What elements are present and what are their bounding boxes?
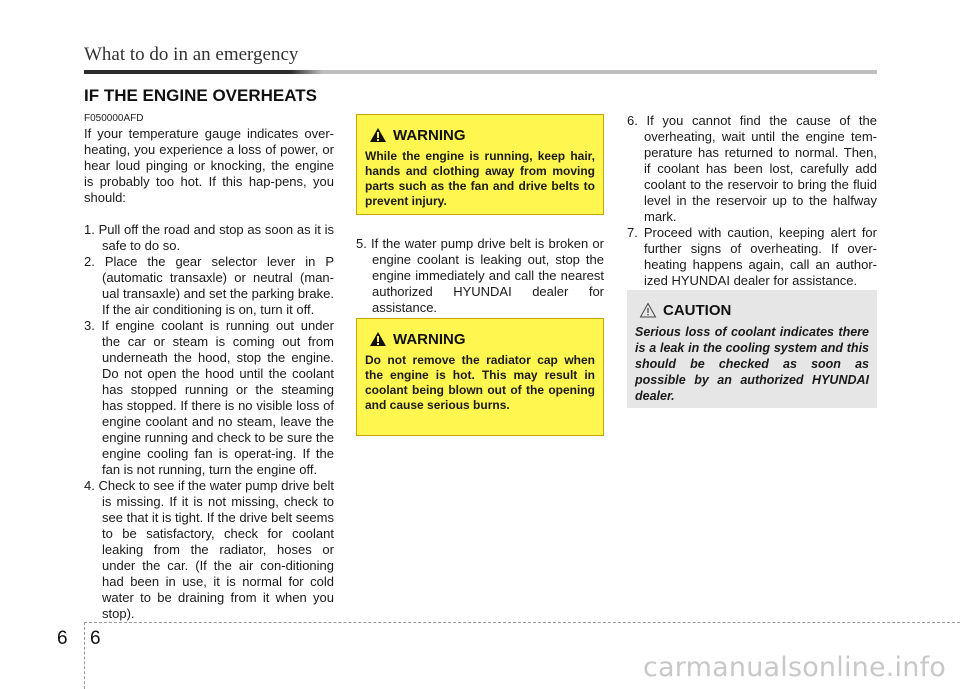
caution-title: CAUTION (663, 301, 732, 319)
watermark: carmanualsonline.info (643, 652, 946, 683)
step-item: 3. If engine coolant is running out under the car or steam is coming out from underneath the hood, stop the engine. Do not open the hood until the coolant has stopped running or the steaming has stopped. If there is no visible loss of engine coolant and no steam, leave the engine running and check to be sure the engine cooling fan is operat-ing. If the fan is not running, turn the engine off. (84, 318, 335, 477)
footer-rule (84, 622, 960, 623)
page-number: 6 (90, 628, 101, 649)
warning-title: WARNING (393, 126, 466, 144)
warning-box-radiator (356, 318, 604, 436)
warning-text: Do not remove the radiator cap when the engine is hot. This may result in coolant being blown out of the opening and cause serious burns. (365, 353, 595, 412)
steps-list-3 (627, 113, 877, 289)
warning-title: WARNING (393, 330, 466, 348)
steps-list-2 (356, 236, 604, 316)
warning-triangle-icon (369, 127, 387, 143)
section-title: IF THE ENGINE OVERHEATS (84, 86, 317, 105)
column-1 (84, 126, 334, 622)
caution-text: Serious loss of coolant indicates there is a leak in the cooling system and this should be checked as soon as possible by an authorized HYUNDAI dealer. (635, 325, 869, 403)
chapter-title: What to do in an emergency (84, 44, 299, 65)
step-item: 1. Pull off the road and stop as soon as it is safe to do so. (84, 222, 334, 253)
caution-triangle-icon (639, 302, 657, 318)
header-rule (84, 70, 877, 74)
step-item: 4. Check to see if the water pump drive belt is missing. If it is not missing, check to see that it is tight. If the drive belt seems to be satisfactory, check for coolant leaking from the radiator, hoses or under the car. (If the air con-ditioning had been in use, it is normal for cold water to be draining from it when you stop). (84, 478, 335, 621)
footer-divider (84, 622, 85, 689)
section-code: F050000AFD (84, 113, 144, 124)
step-item: 2. Place the gear selector lever in P (automatic transaxle) or neutral (man-ual transaxle) and set the parking brake. If the air conditioning is on, turn it off. (84, 254, 334, 317)
step-item: 7. Proceed with caution, keeping alert for further signs of overheating. If over-heating happens again, call an author-ized HYUNDAI dealer for assistance. (627, 225, 877, 288)
warning-triangle-icon (369, 331, 387, 347)
warning-box-fan (356, 114, 604, 215)
warning-text: While the engine is running, keep hair, hands and clothing away from moving parts such as the fan and drive belts to prevent injury. (365, 149, 595, 208)
step-item: 5. If the water pump drive belt is broken or engine coolant is leaking out, stop the engine immediately and call the nearest authorized HYUNDAI dealer for assistance. (356, 236, 604, 315)
caution-box (627, 290, 877, 408)
step-item: 6. If you cannot find the cause of the overheating, wait until the engine tem-perature has returned to normal. Then, if coolant has been lost, carefully add coolant to the reservoir to bring the fluid level in the reservoir up to the halfway mark. (627, 113, 877, 224)
steps-list-1 (84, 222, 334, 622)
page-section-number: 6 (57, 628, 68, 649)
intro-paragraph: If your temperature gauge indicates over-heating, you experience a loss of power, or hear loud pinging or knocking, the engine is probably too hot. If this hap-pens, you should: (84, 126, 334, 205)
